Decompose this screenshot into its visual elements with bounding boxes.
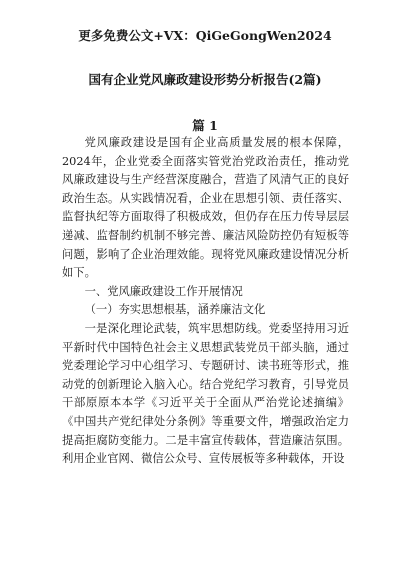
heading-level-1: 一、党风廉政建设工作开展情况 [84, 284, 243, 298]
heading-level-2: （一）夯实思想根基，涵养廉洁文化 [84, 303, 266, 317]
promo-header: 更多免费公文+VX：QiGeGongWen2024 [78, 28, 332, 43]
document-body [62, 134, 349, 469]
intro-paragraph: 党风廉政建设是国有企业高质量发展的根本保障，2024年，企业党委全面落实管党治党政治责任，推动党风廉政建设与生产经营深度融合，营造了风清气正的良好政治生态。从实践情况看，企业在思想引领、责任落实、监督执纪等方面取得了积极成效，但仍存在压力传导层层递减、监督制约机制不够完善、廉洁风险防控仍有短板等问题，影响了企业治理效能。现将党风廉政建设情况分析如下。 [62, 136, 349, 280]
body-paragraph: 一是深化理论武装，筑牢思想防线。党委坚持用习近平新时代中国特色社会主义思想武装党员干部头脑，通过党委理论学习中心组学习、专题研讨、读书班等形式，推动党的创新理论入脑入心。结合党纪学习教育，引导党员干部原原本本学《习近平关于全面从严治党论述摘编》《中国共产党纪律处分条例》等重要文件，增强政治定力提高拒腐防变能力。二是丰富宣传载体，营造廉洁氛围。利用企业官网、微信公众号、宣传展板等多种载体，开设 [62, 321, 349, 466]
document-title: 国有企业党风廉政建设形势分析报告(2篇) [88, 72, 322, 87]
section-heading: 篇 1 [192, 118, 218, 133]
